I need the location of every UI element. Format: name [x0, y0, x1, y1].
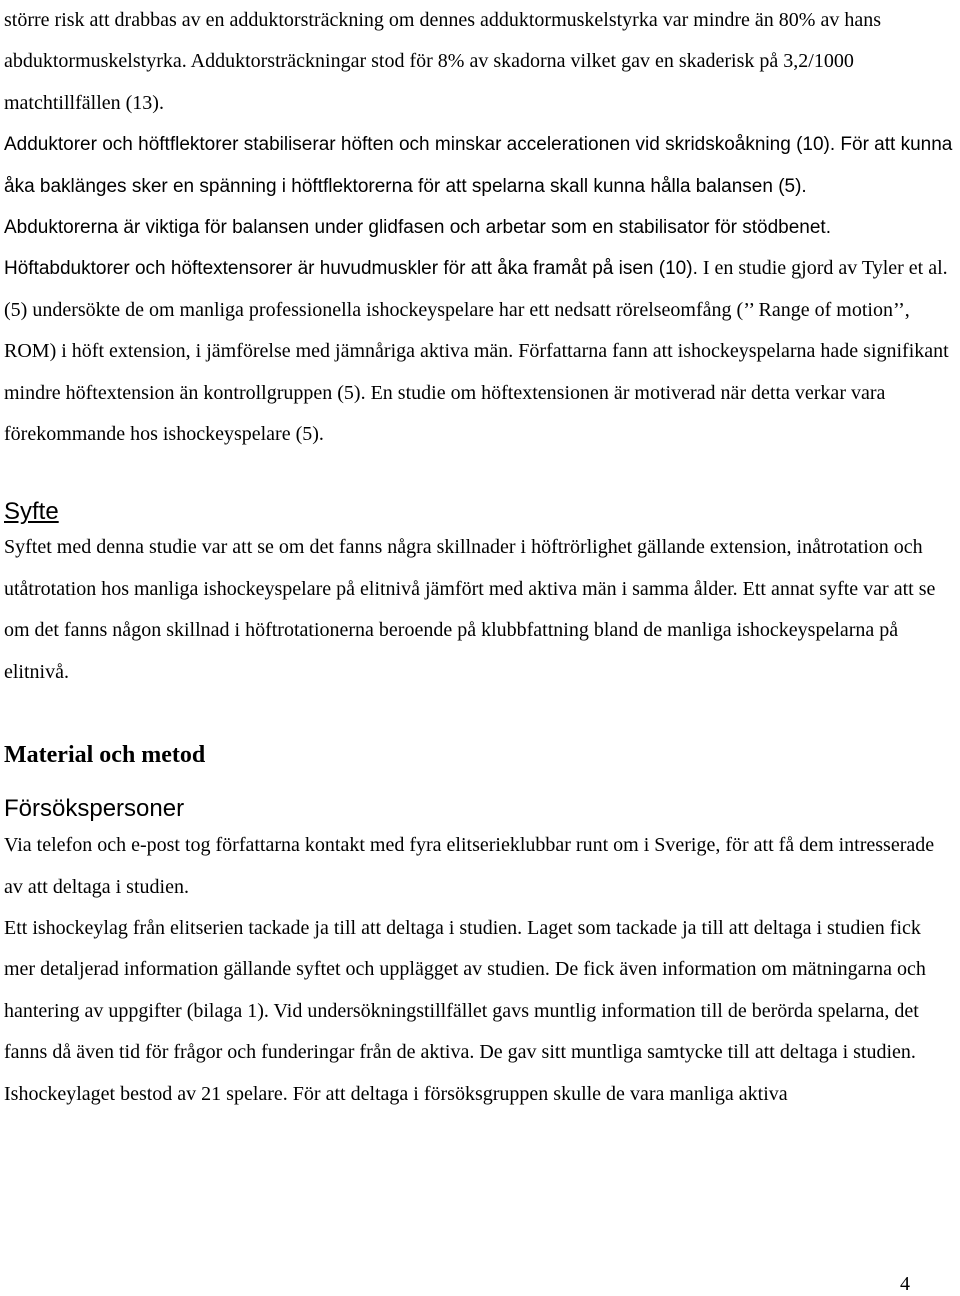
paragraph-abduktorer: [4, 207, 956, 455]
spacer: [4, 693, 956, 737]
paragraph-spelare: Ishockeylaget bestod av 21 spelare. För att deltaga i försöksgruppen skulle de vara manliga aktiva: [4, 1082, 788, 1105]
document-page: [4, 0, 956, 1115]
subsection-heading-forsokspersoner: Försökspersoner: [4, 795, 185, 823]
paragraph-syfte: Syftet med denna studie var att se om det fanns några skillnader i höftrörlighet gällande extension, inåtrotation och utåtrotation hos manliga ishockeyspelare på elitnivå jämfört med aktiva män i samma ålder. Ett annat syfte var att se om det fanns någon skillnad i höftrotationerna beroende på klubbfattning bland de manliga ishockeyspelarna på elitnivå.: [4, 536, 936, 683]
section-heading-material-och-metod: Material och metod: [4, 742, 206, 769]
paragraph-kontakt: Via telefon och e-post tog författarna kontakt med fyra elitserieklubbar runt om i Sverige, för att få dem intresserade av att deltaga i studien.: [4, 834, 935, 898]
paragraph-adduktor-risk: större risk att drabbas av en adduktorsträckning om dennes adduktormuskelstyrka var mindre än 80% av hans abduktormuskelstyrka. Adduktorsträckningar stod för 8% av skadorna vilket gav en skaderisk på 3,2/1000 matchtillfällen (13).: [4, 9, 881, 114]
paragraph-abduktorer-text: Abduktorerna är viktiga för balansen under glidfasen och arbetar som en stabilisator för stödbenet. Höftabduktorer och höftextensorer är huvudmuskler för att åka framåt på isen (10).: [4, 217, 831, 280]
spacer: [4, 773, 956, 793]
page-number: 4: [900, 1273, 910, 1295]
spacer: [4, 455, 956, 497]
paragraph-tyler-text: I en studie gjord av Tyler et al. (5) undersökte de om manliga professionella ishockeyspelare har ett nedsatt rörelseomfång (’’ Range of motion’’, ROM) i höft extension, i jämförelse med jämnåriga aktiva män. Författarna fann att ishockeyspelarna hade signifikant mindre höftextension än kontrollgruppen (5). En studie om höftextensionen är motiverad när detta verkar vara förekommande hos ishockeyspelare (5).: [4, 257, 949, 446]
section-heading-syfte: Syfte: [4, 498, 59, 526]
paragraph-stabilisering: Adduktorer och höftflektorer stabiliserar höften och minskar accelerationen vid skridskoåkning (10). För att kunna åka baklänges sker en spänning i höftflektorerna för att spelarna skall kunna hålla balansen (5).: [4, 134, 953, 197]
paragraph-ishockeylag: Ett ishockeylag från elitserien tackade ja till att deltaga i studien. Laget som tackade ja till att deltaga i studien fick mer detaljerad information gällande syftet och upplägget av studien. De fick även information om mätningarna och hantering av uppgifter (bilaga 1). Vid undersökningstillfället gavs muntlig information till de berörda spelarna, det fanns då även tid för frågor och funderingar från de aktiva. De gav sitt muntliga samtycke till att deltaga i studien.: [4, 916, 926, 1064]
